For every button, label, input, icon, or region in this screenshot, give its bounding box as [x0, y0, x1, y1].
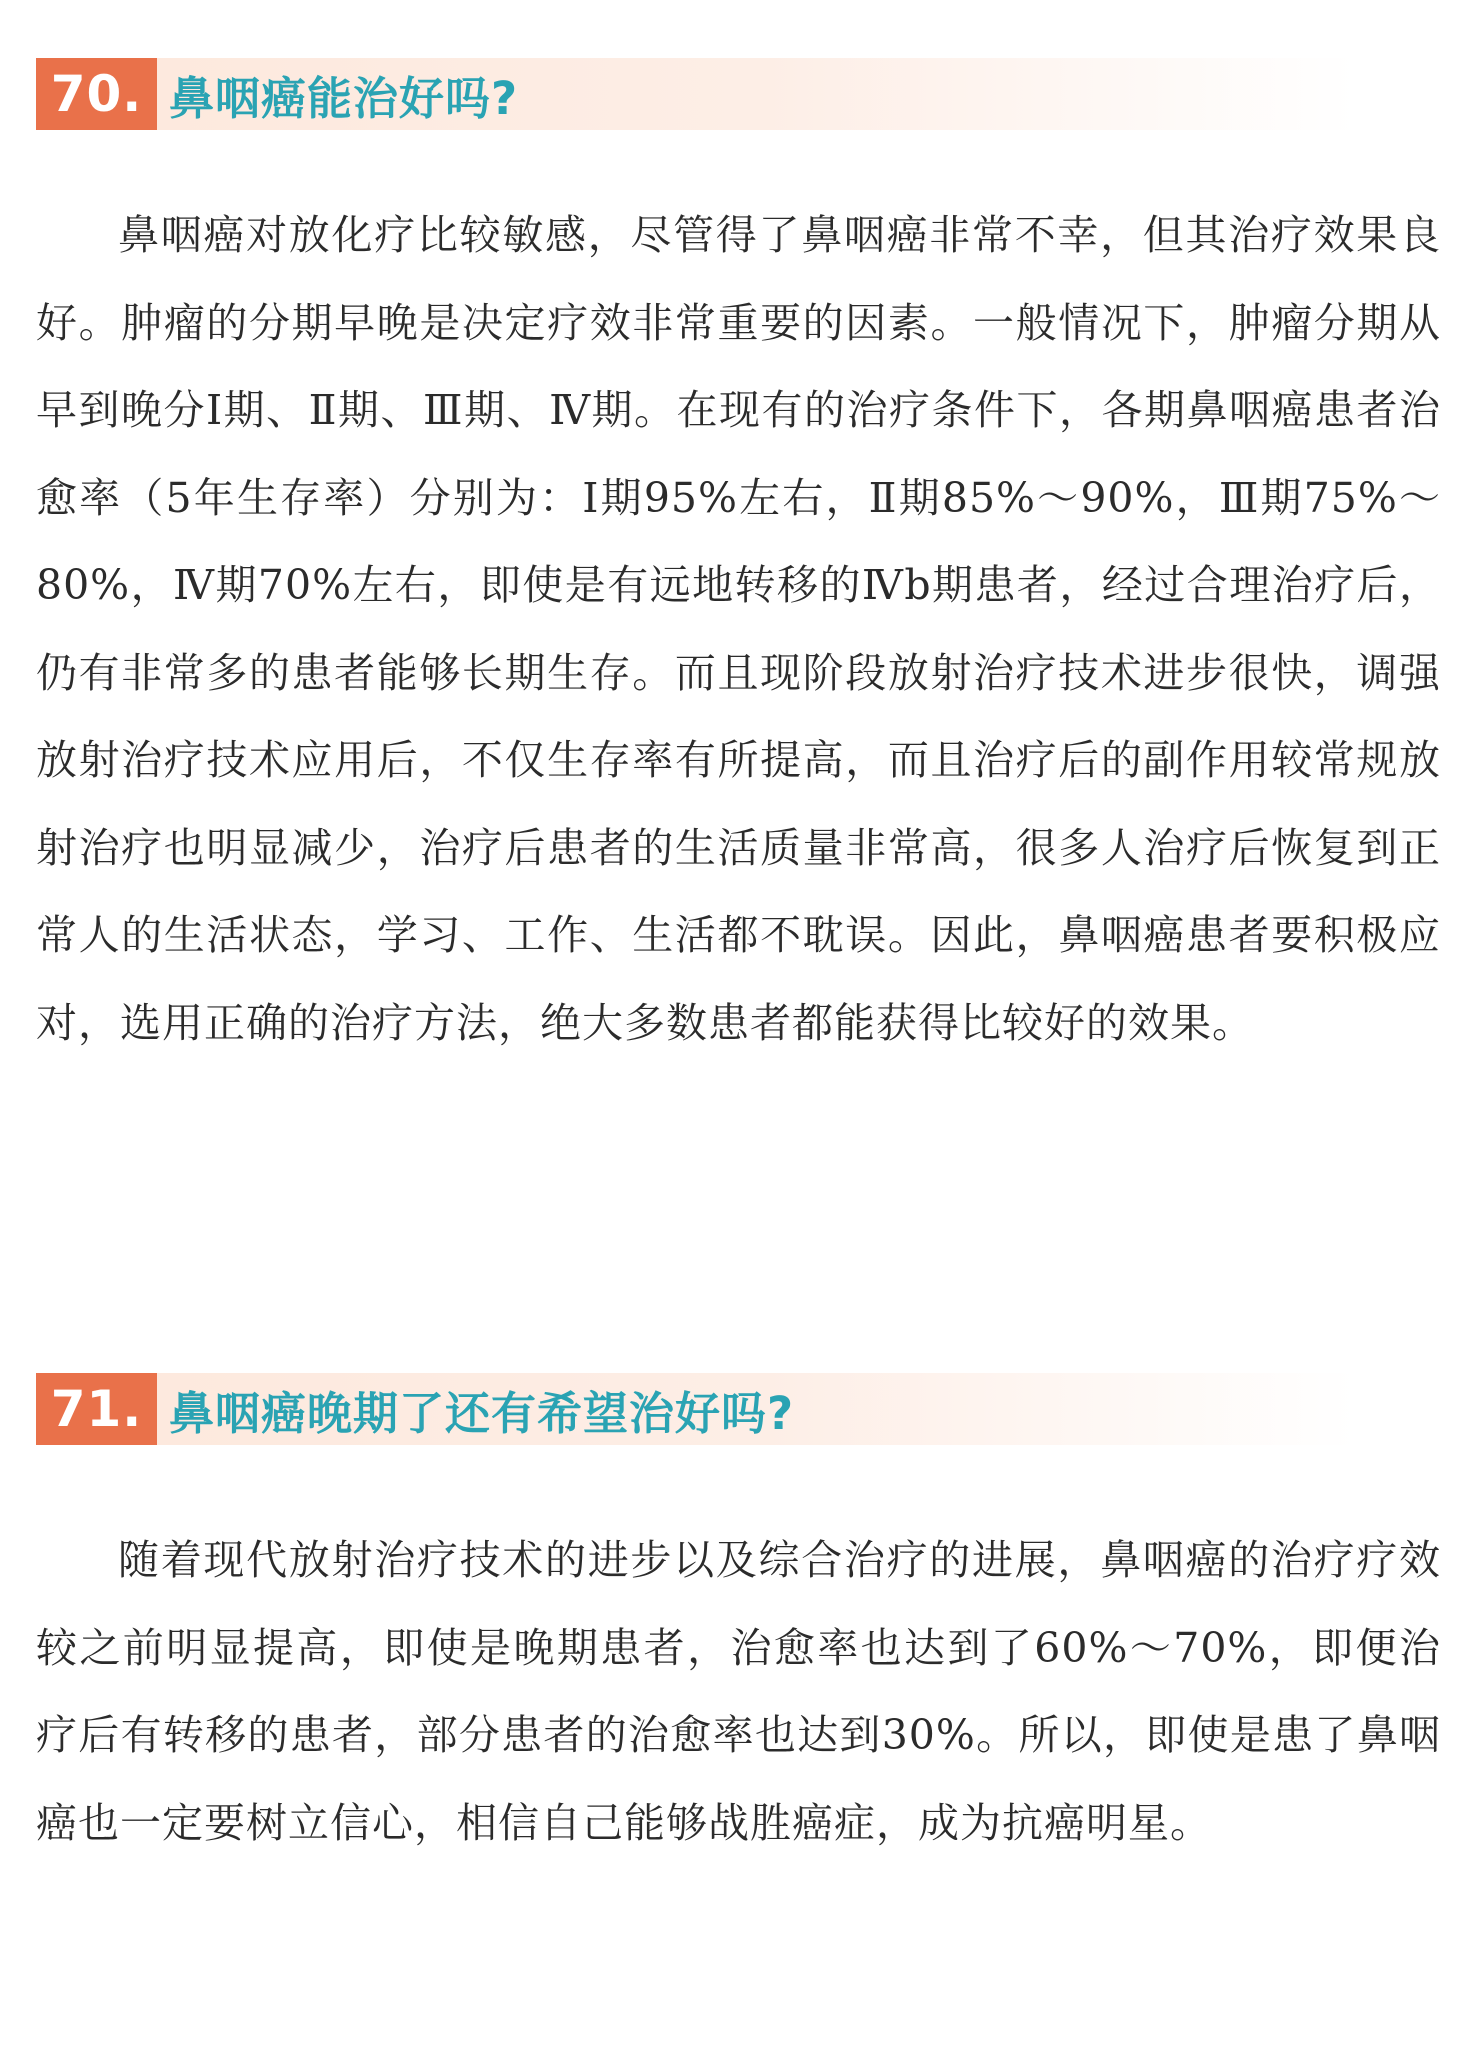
question-section-70 [36, 58, 1441, 1067]
question-title: 鼻咽癌晚期了还有希望治好吗? [169, 1386, 795, 1440]
answer-paragraph: 随着现代放射治疗技术的进步以及综合治疗的进展，鼻咽癌的治疗疗效较之前明显提高，即使是晚期患者，治愈率也达到了60%～70%，即便治疗后有转移的患者，部分患者的治愈率也达到30%。所以，即使是患了鼻咽癌也一定要树立信心，相信自己能够战胜癌症，成为抗癌明星。 [36, 1536, 1441, 1847]
question-number-badge [36, 58, 157, 130]
question-number-badge [36, 1373, 157, 1445]
question-number: 70. [50, 65, 143, 123]
answer-paragraph: 鼻咽癌对放化疗比较敏感，尽管得了鼻咽癌非常不幸，但其治疗效果良好。肿瘤的分期早晚是决定疗效非常重要的因素。一般情况下，肿瘤分期从早到晚分Ⅰ期、Ⅱ期、Ⅲ期、Ⅳ期。在现有的治疗条件下，各期鼻咽癌患者治愈率（5年生存率）分别为：Ⅰ期95%左右，Ⅱ期85%～90%，Ⅲ期75%～80%，Ⅳ期70%左右，即使是有远地转移的Ⅳb期患者，经过合理治疗后，仍有非常多的患者能够长期生存。而且现阶段放射治疗技术进步很快，调强放射治疗技术应用后，不仅生存率有所提高，而且治疗后的副作用较常规放射治疗也明显减少，治疗后患者的生活质量非常高，很多人治疗后恢复到正常人的生活状态，学习、工作、生活都不耽误。因此，鼻咽癌患者要积极应对，选用正确的治疗方法，绝大多数患者都能获得比较好的效果。 [36, 211, 1441, 1047]
section-heading [36, 58, 1441, 130]
question-title: 鼻咽癌能治好吗? [169, 71, 519, 125]
question-number: 71. [50, 1380, 143, 1438]
section-heading [36, 1373, 1441, 1445]
question-section-71 [36, 1373, 1441, 1867]
